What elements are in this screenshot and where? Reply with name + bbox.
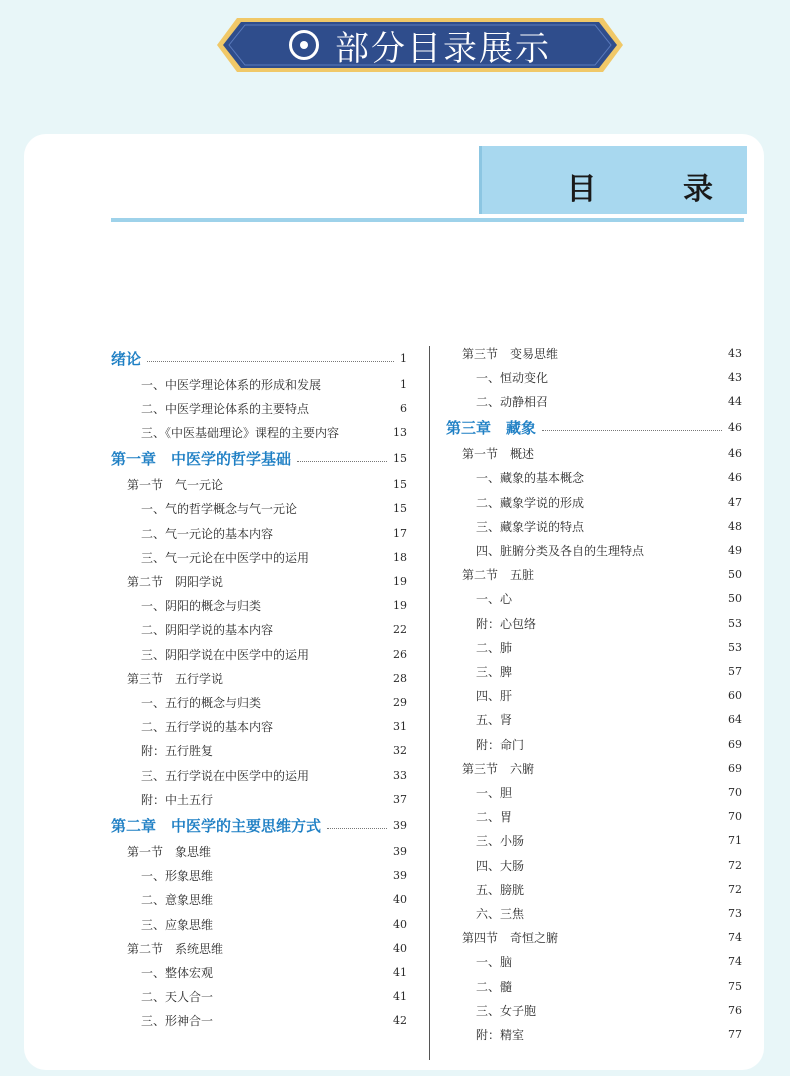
toc-entry-label: 一、形象思维: [141, 869, 214, 884]
toc-entry-item[interactable]: [141, 1011, 407, 1031]
toc-entry-item[interactable]: [141, 547, 407, 567]
toc-entry-label: 一、中医学理论体系的形成和发展: [141, 377, 322, 392]
toc-entry-page: 76: [728, 1003, 742, 1017]
banner-title: 部分目录展示: [335, 28, 551, 69]
toc-entry-item[interactable]: [476, 734, 742, 754]
toc-entry-page: 41: [393, 965, 407, 979]
toc-entry-label: 二、胃: [476, 810, 513, 825]
toc-entry-page: 75: [728, 979, 742, 993]
toc-entry-item[interactable]: [476, 976, 742, 996]
toc-entry-label: 一、脑: [476, 955, 513, 970]
toc-entry-label: 附：五行胜复: [141, 744, 214, 759]
toc-entry-page: 40: [393, 893, 407, 907]
toc-entry-section[interactable]: [127, 475, 407, 495]
toc-entry-label: 一、五行的概念与归类: [141, 695, 262, 710]
toc-entry-page: 15: [393, 452, 407, 466]
toc-entry-item[interactable]: [476, 855, 742, 875]
toc-entry-page: 49: [728, 543, 742, 557]
toc-entry-page: 13: [393, 425, 407, 439]
toc-entry-page: 40: [393, 941, 407, 955]
toc-entry-page: 70: [728, 810, 742, 824]
toc-entry-label: 一、胆: [476, 785, 513, 800]
toc-card: [24, 134, 764, 1070]
toc-entry-page: 46: [728, 447, 742, 461]
toc-entry-item[interactable]: [141, 789, 407, 809]
toc-entry-label: 三、藏象学说的特点: [476, 519, 585, 534]
toc-entry-label: 第二节 系统思维: [127, 941, 224, 956]
toc-entry-page: 15: [393, 478, 407, 492]
toc-entry-item[interactable]: [476, 540, 742, 560]
toc-heading: 目 录: [566, 172, 751, 207]
toc-entry-page: 44: [728, 394, 742, 408]
toc-entry-label: 六、三焦: [476, 906, 525, 921]
toc-entry-label: 四、大肠: [476, 858, 525, 873]
toc-entry-label: 五、肾: [476, 713, 513, 728]
toc-entry-label: 四、脏腑分类及各自的生理特点: [476, 543, 645, 558]
toc-entry-page: 28: [393, 671, 407, 685]
toc-entry-page: 50: [728, 592, 742, 606]
toc-entry-label: 二、五行学说的基本内容: [141, 720, 274, 735]
toc-entry-page: 57: [728, 664, 742, 678]
toc-entry-label: 附：命门: [476, 737, 525, 752]
toc-entry-page: 19: [393, 574, 407, 588]
toc-entry-page: 22: [393, 623, 407, 637]
toc-entry-label: 五、膀胱: [476, 882, 525, 897]
column-divider: [429, 346, 430, 1060]
toc-entry-label: 第二节 阴阳学说: [127, 574, 224, 589]
toc-entry-label: 三、女子胞: [476, 1003, 537, 1018]
toc-entry-label: 第三节 变易思维: [462, 346, 559, 361]
toc-entry-section[interactable]: [127, 571, 407, 591]
toc-entry-chapter[interactable]: [111, 815, 407, 835]
toc-entry-item[interactable]: [141, 717, 407, 737]
toc-entry-item[interactable]: [476, 686, 742, 706]
toc-entry-label: 三、形神合一: [141, 1014, 214, 1029]
toc-entry-label: 一、阴阳的概念与归类: [141, 599, 262, 614]
toc-entry-item[interactable]: [141, 962, 407, 982]
toc-entry-item[interactable]: [141, 596, 407, 616]
toc-entry-section[interactable]: [462, 928, 742, 948]
toc-entry-page: 74: [728, 931, 742, 945]
toc-entry-section[interactable]: [127, 938, 407, 958]
toc-entry-label: 二、阴阳学说的基本内容: [141, 623, 274, 638]
toc-entry-label: 三、应象思维: [141, 917, 214, 932]
toc-entry-label: 二、髓: [476, 979, 513, 994]
toc-entry-item[interactable]: [141, 914, 407, 934]
toc-entry-item[interactable]: [141, 741, 407, 761]
toc-entry-page: 60: [728, 689, 742, 703]
toc-entry-label: 第二章 中医学的主要思维方式: [111, 816, 322, 835]
toc-entry-label: 第一节 象思维: [127, 844, 212, 859]
toc-entry-label: 二、意象思维: [141, 893, 214, 908]
toc-entry-page: 50: [728, 568, 742, 582]
toc-entry-chapter[interactable]: [111, 449, 407, 469]
toc-entry-section[interactable]: [462, 565, 742, 585]
toc-entry-item[interactable]: [141, 422, 407, 442]
toc-entry-item[interactable]: [141, 644, 407, 664]
toc-entry-item[interactable]: [476, 613, 742, 633]
toc-entry-label: 二、天人合一: [141, 990, 214, 1005]
toc-entry-page: 70: [728, 785, 742, 799]
toc-entry-page: 1: [400, 351, 407, 365]
toc-entry-page: 1: [400, 377, 407, 391]
toc-entry-label: 第一节 气一元论: [127, 478, 224, 493]
toc-entry-item[interactable]: [476, 661, 742, 681]
toc-entry-page: 32: [393, 744, 407, 758]
toc-entry-page: 72: [728, 882, 742, 896]
toc-entry-label: 三、小肠: [476, 834, 525, 849]
toc-entry-label: 二、藏象学说的形成: [476, 495, 585, 510]
toc-entry-page: 47: [728, 495, 742, 509]
toc-entry-label: 二、动静相召: [476, 394, 549, 409]
toc-entry-item[interactable]: [476, 952, 742, 972]
toc-entry-item[interactable]: [476, 367, 742, 387]
toc-entry-item[interactable]: [476, 782, 742, 802]
toc-entry-label: 三、《中医基础理论》课程的主要内容: [141, 425, 340, 440]
toc-entry-page: 31: [393, 720, 407, 734]
toc-entry-label: 三、五行学说在中医学中的运用: [141, 768, 310, 783]
toc-entry-label: 二、肺: [476, 640, 513, 655]
toc-entry-item[interactable]: [141, 374, 407, 394]
toc-entry-page: 37: [393, 792, 407, 806]
toc-entry-label: 第一章 中医学的哲学基础: [111, 450, 292, 469]
toc-entry-label: 一、恒动变化: [476, 370, 549, 385]
toc-entry-page: 42: [393, 1014, 407, 1028]
toc-entry-label: 第三节 六腑: [462, 761, 535, 776]
toc-entry-page: 18: [393, 550, 407, 564]
toc-entry-section[interactable]: [127, 841, 407, 861]
target-circle-icon: [289, 30, 319, 60]
toc-entry-label: 一、整体宏观: [141, 965, 214, 980]
toc-entry-label: 绪论: [111, 349, 142, 368]
section-banner: [215, 14, 625, 76]
toc-entry-page: 6: [400, 401, 407, 415]
toc-entry-item[interactable]: [141, 523, 407, 543]
toc-entry-item[interactable]: [476, 1000, 742, 1020]
toc-entry-chapter[interactable]: [111, 348, 407, 368]
toc-entry-label: 一、心: [476, 592, 513, 607]
toc-entry-item[interactable]: [476, 589, 742, 609]
toc-entry-item[interactable]: [476, 807, 742, 827]
toc-header-tab: [479, 146, 751, 214]
toc-entry-label: 附：心包络: [476, 616, 537, 631]
toc-entry-page: 73: [728, 906, 742, 920]
dot-leader: [297, 461, 387, 462]
toc-entry-page: 77: [728, 1027, 742, 1041]
toc-entry-item[interactable]: [476, 516, 742, 536]
toc-entry-section[interactable]: [127, 668, 407, 688]
toc-entry-page: 71: [728, 834, 742, 848]
toc-entry-label: 四、肝: [476, 689, 513, 704]
toc-entry-label: 一、藏象的基本概念: [476, 471, 585, 486]
toc-entry-section[interactable]: [462, 444, 742, 464]
toc-entry-page: 53: [728, 640, 742, 654]
toc-entry-page: 33: [393, 768, 407, 782]
toc-entry-page: 48: [728, 519, 742, 533]
toc-entry-label: 第三章 藏象: [446, 419, 537, 438]
toc-entry-item[interactable]: [476, 391, 742, 411]
toc-entry-item[interactable]: [141, 620, 407, 640]
toc-entry-page: 39: [393, 869, 407, 883]
toc-entry-label: 三、气一元论在中医学中的运用: [141, 550, 310, 565]
toc-entry-page: 46: [728, 471, 742, 485]
dot-leader: [327, 828, 387, 829]
toc-entry-item[interactable]: [141, 398, 407, 418]
toc-entry-page: 19: [393, 599, 407, 613]
toc-entry-page: 26: [393, 647, 407, 661]
toc-entry-page: 64: [728, 713, 742, 727]
toc-entry-page: 39: [393, 818, 407, 832]
toc-entry-page: 74: [728, 955, 742, 969]
toc-entry-item[interactable]: [476, 1024, 742, 1044]
toc-entry-page: 43: [728, 346, 742, 360]
toc-entry-label: 附：中土五行: [141, 792, 214, 807]
toc-entry-label: 二、气一元论的基本内容: [141, 526, 274, 541]
toc-entry-label: 附：精室: [476, 1027, 525, 1042]
toc-entry-item[interactable]: [476, 831, 742, 851]
toc-entry-page: 69: [728, 737, 742, 751]
header-rule: [111, 218, 744, 222]
toc-entry-item[interactable]: [476, 492, 742, 512]
toc-entry-page: 17: [393, 526, 407, 540]
toc-entry-item[interactable]: [476, 637, 742, 657]
toc-entry-label: 第一节 概述: [462, 447, 535, 462]
toc-entry-label: 二、中医学理论体系的主要特点: [141, 401, 310, 416]
toc-entry-item[interactable]: [476, 710, 742, 730]
toc-entry-label: 一、气的哲学概念与气一元论: [141, 502, 298, 517]
toc-entry-page: 39: [393, 844, 407, 858]
toc-entry-label: 第四节 奇恒之腑: [462, 931, 559, 946]
toc-entry-section[interactable]: [462, 343, 742, 363]
toc-entry-section[interactable]: [462, 758, 742, 778]
toc-entry-page: 69: [728, 761, 742, 775]
toc-entry-page: 15: [393, 502, 407, 516]
toc-entry-item[interactable]: [476, 903, 742, 923]
dot-leader: [542, 430, 722, 431]
toc-entry-item[interactable]: [476, 879, 742, 899]
toc-entry-item[interactable]: [141, 866, 407, 886]
toc-entry-item[interactable]: [141, 890, 407, 910]
toc-entry-label: 第三节 五行学说: [127, 671, 224, 686]
toc-entry-page: 43: [728, 370, 742, 384]
toc-entry-label: 三、阴阳学说在中医学中的运用: [141, 647, 310, 662]
toc-entry-item[interactable]: [141, 765, 407, 785]
toc-entry-item[interactable]: [476, 468, 742, 488]
toc-entry-page: 29: [393, 695, 407, 709]
toc-entry-page: 40: [393, 917, 407, 931]
toc-entry-chapter[interactable]: [446, 418, 742, 438]
dot-leader: [147, 361, 394, 362]
toc-entry-item[interactable]: [141, 692, 407, 712]
toc-entry-item[interactable]: [141, 987, 407, 1007]
toc-entry-item[interactable]: [141, 499, 407, 519]
toc-entry-label: 三、脾: [476, 664, 513, 679]
toc-entry-page: 46: [728, 421, 742, 435]
toc-entry-label: 第二节 五脏: [462, 568, 535, 583]
toc-entry-page: 41: [393, 990, 407, 1004]
toc-entry-page: 53: [728, 616, 742, 630]
toc-entry-page: 72: [728, 858, 742, 872]
